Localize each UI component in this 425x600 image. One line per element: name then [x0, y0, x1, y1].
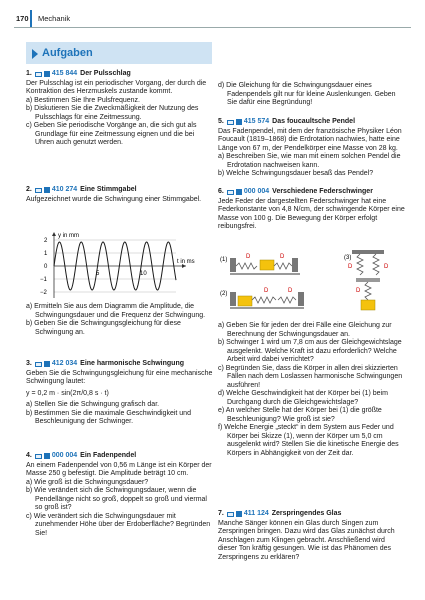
task-code[interactable]: 412 034 — [35, 360, 77, 369]
page-number: 170 — [16, 14, 29, 23]
task-item: b) Schwinger 1 wird um 7,8 cm aus der Gleichgewichtslage ausgelenkt. Welche Kraft ist dazu erforderlich? Welche Arbeit wird dabei verrichtet? — [218, 339, 402, 364]
task-5 — [218, 118, 405, 179]
task-item: d) Welche Geschwindigkeit hat der Körper bei (1) beim Durchgang durch die Gleichgewichtslage? — [218, 390, 388, 406]
task-number: 6. — [218, 188, 224, 195]
x-tick: 10 — [140, 271, 147, 277]
oscillation-svg — [36, 232, 216, 300]
task-title: Ein Fadenpendel — [80, 452, 137, 459]
spring-oscillators-figure — [218, 248, 404, 318]
x-tick: 5 — [96, 271, 100, 277]
task-item: a) Wie groß ist die Schwingungsdauer? — [26, 478, 149, 486]
y-axis-arrow — [52, 232, 56, 236]
task-code[interactable]: 000 004 — [35, 452, 77, 461]
media-icon — [44, 361, 50, 367]
header-rule — [14, 27, 411, 28]
task-number: 1. — [26, 70, 32, 77]
x-label: t in ms — [177, 259, 195, 265]
task-number: 5. — [218, 118, 224, 125]
task-body: Das Fadenpendel, mit dem der französische Physiker Léon Foucault (1819–1868) die Erdrotation nachwies, hatte eine Länge von 67 m, der Pendelkörper eine Masse von 28 kg. — [218, 127, 402, 152]
track-1 — [230, 273, 300, 275]
spring-label-1: (1) — [220, 257, 228, 263]
task-item: b) Diskutieren Sie die Zweckmäßigkeit der Nutzung des Pulsschlags für eine Zeitmessung. — [26, 105, 199, 121]
task-title: Zerspringendes Glas — [271, 510, 342, 517]
task-body: Aufgezeichnet wurde die Schwingung einer Stimmgabel. — [26, 195, 202, 203]
aufgaben-title: Aufgaben — [42, 47, 93, 59]
spring-2b — [278, 297, 296, 303]
task-item: c) Begründen Sie, dass die Körper in allen drei skizzierten Fällen nach dem Loslassen harmonische Schwingungen ausführen! — [218, 364, 403, 389]
d-label: D — [348, 264, 353, 270]
media-icon — [236, 511, 242, 517]
task-title: Das foucaultsche Pendel — [272, 118, 356, 125]
book-icon — [35, 188, 42, 193]
task-item: a) Geben Sie für jeden der drei Fälle eine Gleichung zur Berechnung der Schwingungsdauer an. — [218, 322, 392, 338]
y-tick: −1 — [40, 277, 47, 283]
spring-1a — [236, 263, 257, 269]
task-item: b) Wie verändert sich die Schwingungsdauer, wenn die Pendellänge nicht so groß, doppelt so groß und viermal so groß ist? — [26, 487, 207, 512]
mass-3 — [361, 300, 375, 310]
ceiling-3 — [352, 250, 384, 254]
task-body: Geben Sie die Schwingungsgleichung für eine mechanische Schwingung lautet: — [26, 369, 213, 386]
media-icon — [44, 187, 50, 193]
task-title: Eine harmonische Schwingung — [80, 360, 185, 367]
d-label: D — [246, 254, 251, 260]
task-item: f) Welche Energie „steckt“ in dem System aus Feder und Körper bei Skizze (1), wenn der Körper um 5,0 cm ausgelenkt wird? Stellen Sie die kinetische Energie des Körpers in Abhängigkeit von der Zeit dar. — [218, 424, 399, 457]
task-item: b) Geben Sie die Schwingungsgleichung für diese Schwingung an. — [26, 320, 181, 336]
task-item: c) Geben Sie periodische Vorgänge an, die sich gut als Grundlage für eine Zeitmessung eignen und die bei Uhren auch genutzt werden. — [26, 122, 197, 147]
task-number: 7. — [218, 510, 224, 517]
media-icon — [236, 119, 242, 125]
task-item: d) Die Gleichung für die Schwingungsdauer eines Fadenpendels gilt nur für kleine Auslenkungen. Geben Sie dafür eine Begründung! — [218, 82, 396, 107]
task-item: a) Stellen Sie die Schwingung grafisch dar. — [26, 401, 160, 409]
y-tick: −2 — [40, 290, 47, 296]
wall-right-2 — [298, 292, 304, 306]
task-item: a) Beschreiben Sie, wie man mit einem solchen Pendel die Erdrotation nachweisen kann. — [218, 153, 401, 169]
header-divider — [30, 10, 32, 27]
task-code[interactable]: 415 574 — [227, 118, 269, 127]
book-icon — [227, 512, 234, 517]
task-item: b) Welche Schwingungsdauer besaß das Pendel? — [218, 170, 374, 178]
task-title: Eine Stimmgabel — [80, 186, 137, 193]
task-4d — [218, 82, 405, 108]
task-item: a) Ermitteln Sie aus dem Diagramm die Amplitude, die Schwingungsdauer und die Frequenz der Schwingung. — [26, 303, 206, 319]
task-6-items — [218, 322, 405, 459]
book-icon — [35, 72, 42, 77]
task-code[interactable]: 411 124 — [227, 510, 269, 519]
book-icon — [227, 190, 234, 195]
y-label: y in mm — [58, 233, 79, 239]
page-header — [0, 0, 425, 30]
mass-2 — [238, 296, 252, 306]
wall-right-1 — [292, 258, 298, 272]
d-label: D — [384, 264, 389, 270]
task-number: 2. — [26, 186, 32, 193]
track-2 — [230, 307, 304, 309]
task-number: 4. — [26, 452, 32, 459]
oscillation-graph — [36, 232, 216, 300]
task-4 — [26, 452, 213, 538]
bar-3 — [356, 278, 380, 282]
y-tick: 2 — [44, 238, 48, 244]
task-body: An einem Fadenpendel von 0,56 m Länge ist ein Körper der Masse 250 g befestigt. Die Amplitude beträgt 10 cm. — [26, 461, 212, 478]
spring-2a — [252, 297, 276, 303]
task-code[interactable]: 415 844 — [35, 70, 77, 79]
formula: y = 0,2 m · sin(2π/0,8 s · t) — [26, 389, 109, 397]
media-icon — [44, 71, 50, 77]
task-body: Der Pulsschlag ist ein periodischer Vorgang, der durch die Kontraktion des Herzmuskels zustande kommt. — [26, 79, 207, 96]
task-item: a) Bestimmen Sie Ihre Pulsfrequenz. — [26, 96, 140, 104]
spring-3b — [373, 254, 379, 275]
triangle-icon — [32, 49, 38, 59]
task-2-items — [26, 303, 213, 337]
spring-label-3: (3) — [344, 255, 352, 261]
wall-left-1 — [230, 258, 236, 272]
spring-3c — [365, 282, 371, 300]
task-title: Verschiedene Federschwinger — [272, 188, 373, 195]
task-7 — [218, 510, 405, 562]
mass-1 — [260, 260, 274, 270]
task-item: e) An welcher Stelle hat der Körper bei (1) die größte Beschleunigung? Wie groß ist sie? — [218, 407, 382, 423]
spring-3a — [357, 254, 363, 275]
d-label: D — [264, 288, 269, 294]
d-label: D — [288, 288, 293, 294]
y-tick: 0 — [44, 264, 48, 270]
task-1 — [26, 70, 213, 148]
book-icon — [227, 120, 234, 125]
spring-1b — [274, 263, 292, 269]
task-code[interactable]: 000 004 — [227, 188, 269, 197]
media-icon — [44, 453, 50, 459]
book-icon — [35, 454, 42, 459]
task-item: c) Wie verändert sich die Schwingungsdauer mit zunehmender Höhe über der Erdoberfläche? Begründen Sie! — [26, 512, 211, 537]
aufgaben-banner — [26, 42, 212, 64]
book-icon — [35, 362, 42, 367]
task-2 — [26, 186, 213, 204]
task-number: 3. — [26, 360, 32, 367]
task-title: Der Pulsschlag — [80, 70, 131, 77]
task-code[interactable]: 410 274 — [35, 186, 77, 195]
media-icon — [236, 189, 242, 195]
task-body: Jede Feder der dargestellten Federschwinger hat eine Federkonstante von 4,8 N/cm, der schwingende Körper eine Masse von 100 g. Die Bewegung der Körper erfolgt reibungsfrei. — [218, 197, 405, 231]
task-item: b) Bestimmen Sie die maximale Geschwindigkeit und Beschleunigung der Schwinger. — [26, 409, 191, 426]
task-body: Manche Sänger können ein Glas durch Singen zum Zerspringen bringen. Dazu wird das Glas zunächst durch Anschlagen zum Klingen gebracht. Anschließend wird dieser Ton kräftig gesungen. Wie ist das Phänomen des Zerspringens zu erklären? — [218, 519, 395, 561]
wall-left-2 — [230, 292, 236, 306]
spring-label-2: (2) — [220, 291, 228, 297]
d-label: D — [280, 254, 285, 260]
task-3 — [26, 360, 213, 427]
y-tick: 1 — [44, 251, 48, 257]
section-title: Mechanik — [38, 14, 71, 23]
task-6 — [218, 188, 405, 232]
d-label: D — [356, 288, 361, 294]
